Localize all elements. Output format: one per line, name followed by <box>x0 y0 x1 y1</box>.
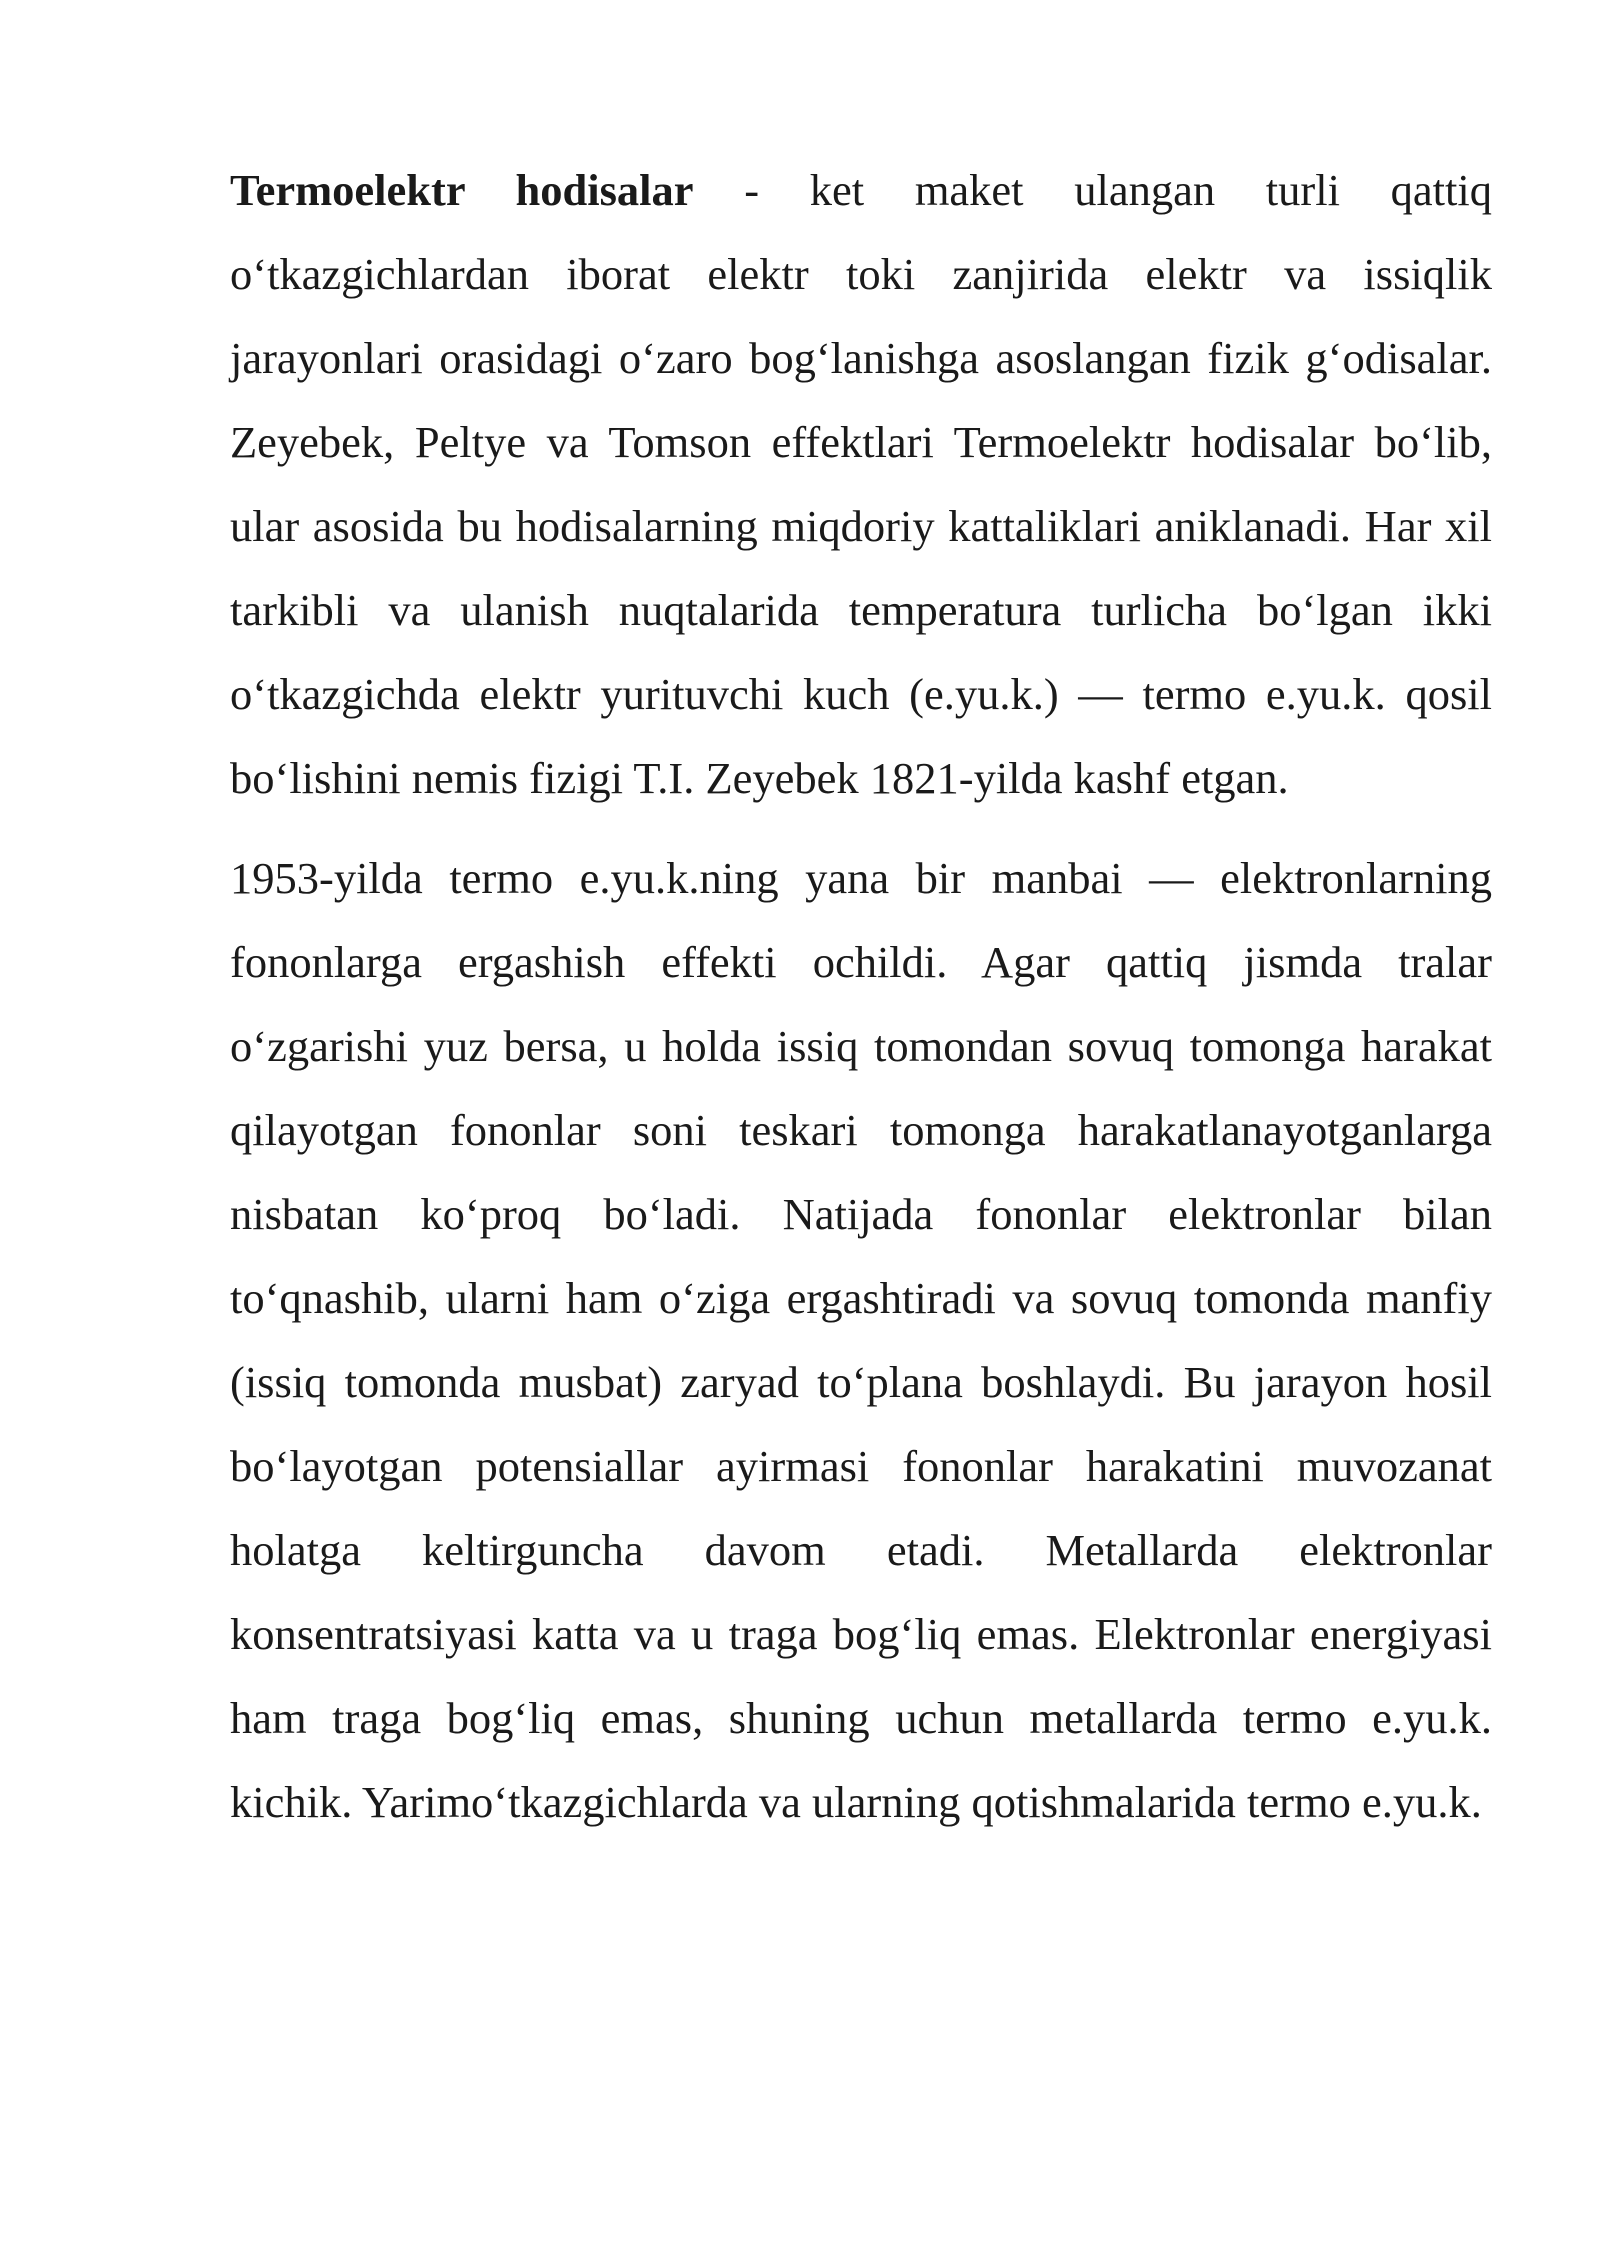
paragraph-phonon-drag <box>230 836 1492 1844</box>
document-body <box>230 148 1492 1844</box>
paragraph-1-text: - ket maket ulangan turli qattiq o‘tkazgichlardan iborat elektr toki zanjirida elektr va issiqlik jarayonlari orasidagi o‘zaro bog‘lanishga asoslangan fizik g‘odisalar. Zeyebek, Peltye va Tomson effektlari Termoelektr hodisalar bo‘lib, ular asosida bu hodisalarning miqdoriy kattaliklari aniklanadi. Har xil tarkibli va ulanish nuqtalarida temperatura turlicha bo‘lgan ikki o‘tkazgichda elektr yurituvchi kuch (e.yu.k.) — termo e.yu.k. qosil bo‘lishini nemis fizigi T.I. Zeyebek 1821-yilda kashf etgan. <box>230 165 1493 803</box>
term-heading: Termoelektr hodisalar <box>230 165 694 215</box>
paragraph-thermoelectric-definition <box>230 148 1492 820</box>
paragraph-2-text: 1953-yilda termo e.yu.k.ning yana bir manbai — elektronlarning fononlarga ergashish effekti ochildi. Agar qattiq jismda tralar o‘zgarishi yuz bersa, u holda issiq tomondan sovuq tomonga harakat qilayotgan fononlar soni teskari tomonga harakatlanayotganlarga nisbatan ko‘proq bo‘ladi. Natijada fononlar elektronlar bilan to‘qnashib, ularni ham o‘ziga ergashtiradi va sovuq tomonda manfiy (issiq tomonda musbat) zaryad to‘plana boshlaydi. Bu jarayon hosil bo‘layotgan potensiallar ayirmasi fononlar harakatini muvozanat holatga keltirguncha davom etadi. Metallarda elektronlar konsentratsiyasi katta va u traga bog‘liq emas. Elektronlar energiyasi ham traga bog‘liq emas, shuning uchun metallarda termo e.yu.k. kichik. Yarimo‘tkazgichlarda va ularning qotishmalarida termo e.yu.k. <box>230 853 1492 1827</box>
